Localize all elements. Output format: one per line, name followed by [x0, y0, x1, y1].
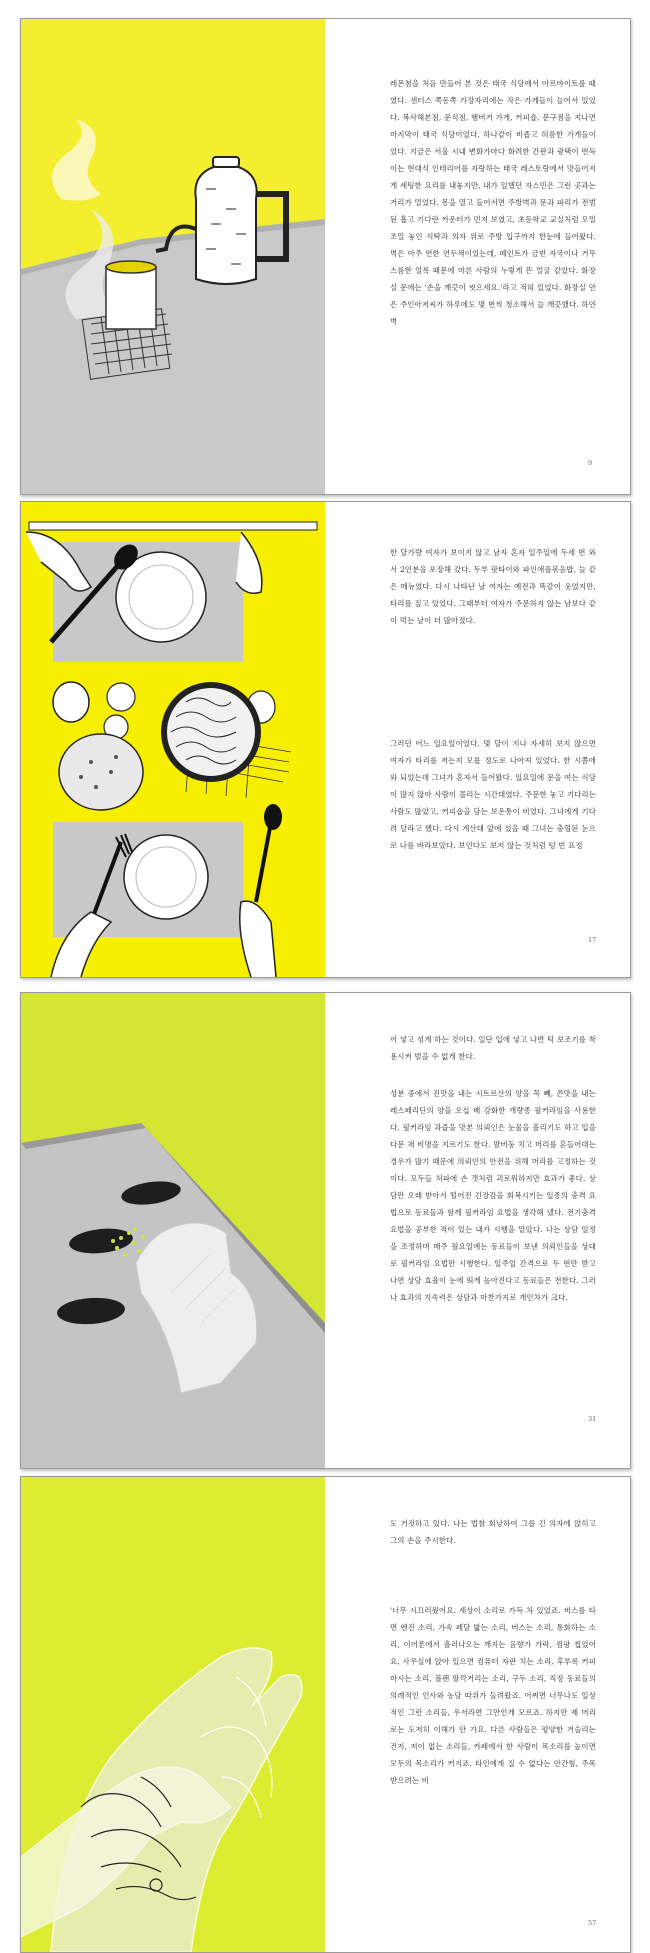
- page-number: 17: [588, 936, 597, 944]
- book-spread: [20, 992, 631, 1469]
- book-spread: [20, 501, 631, 978]
- body-paragraph: '너무 시끄러웠어요. 세상이 소리로 가득 차 있었죠. 버스를 타면 엔진 소리, 가속 페달 밟는 소리, 버스는 소리, 통화하는 소리, 이어폰에서 흘러나오는 깨지는 음향가 가락, 껌팡 씹었어요, 사무실에 앉아 있으면 컴퓨터 자판 치는 소리, 후루룩 커피 마시는 소리, 볼펜 딸깍거리는 소리, 구두 소리, 직장 동료들의 의례적인 인사와 농담 따위가 들려왔죠. 어쩌면 너무나도 일상적인 그런 소리들, 우서라면 그만인게 모르죠. 하지만 제 머리로는 도저히 이해가 안 가요. 다른 사람들은 평양한 거슬리는 건지, 저이 없는 소리들, 카페에서 한 사람이 목소리를 높이면 모두의 목소리가 커지죠. 타인에게 질 수 없다는 안간힘, 주목받으려는 비: [390, 1606, 596, 1785]
- text-page: [326, 19, 630, 494]
- text-page: [326, 502, 630, 977]
- book-spread: [20, 18, 631, 495]
- page-number: 57: [588, 1919, 597, 1927]
- page-number: 9: [588, 459, 593, 467]
- text-page: [326, 1477, 630, 1952]
- hands-illustration: [21, 1477, 325, 1952]
- page-number: 31: [588, 1415, 597, 1423]
- body-paragraph: 성분 중에서 진맛을 내는 시트르산의 양을 꼭 빼, 쓴맛을 내는 레스페리딘의 양을 오십 배 강화한 개량종 필커라임을 사용한다. 필커라임 과즙을 맛본 의뢰인은 눈물을 흘리기도 하고 입을 다문 채 비명을 지르기도 한다. 발버둥 치고 머리를 흔들어대는 경우가 많기 때문에 의뢰인의 안전을 위해 머리를 고정하는 것이다. 모두들 처파에 손 갯처럼 괴로워하지만 효과가 좋다. 상담만 오래 받아서 떨어진 긴장감을 회복시키는 일종의 충격 요법으로 동료들과 함께 필커라임 요법을 생각해 냈다. 전기충격 요법을 공부한 적이 있는 내가 시행을 맡았다. 나는 상담 일정을 조정하며 매주 월요일에는 동료들이 보낸 의뢰인들을 상대로 필커라임 요법만 시행한다. 일주일 간격으로 두 번만 받고 나면 상담 효율이 눈에 띄게 높아진다고 동료들은 전한다. 그러나 효과의 지속력은 상담과 마찬가지로 개인차가 크다.: [390, 1089, 596, 1302]
- seasoning-hand-illustration: [21, 993, 325, 1468]
- body-paragraph: 한 달가량 여자가 보이지 않고 남자 혼자 일주일에 두세 번 와서 2인분을 포장해 갔다. 두부 팟타이와 파인애플볶음밥, 늘 같은 메뉴였다. 다시 나타난 날 여자는 예전과 똑같이 웃었지만, 타리를 짚고 있었다. 그때부터 여자가 주문하지 않는 남보다 같이 먹는 날이 더 많아졌다.: [390, 548, 596, 625]
- body-paragraph: 어 넣고 섞게 하는 것이다. 일단 입에 넣고 나면 턱 보조기를 착용시켜 벌을 수 없게 한다.: [390, 1035, 596, 1061]
- body-paragraph: 그러던 어느 일요일이었다. 몇 달이 지나 자세히 보지 않으면 여자가 타리를 저는지 모를 정도로 나아져 있었다. 한 시쯤에 와 되었는데 그녀가 혼자서 들어왔다. 일요일에 문을 여는 식당이 많지 않아 사람이 몰리는 시간대였다. 주문한 놓고 기다리는 사람도 많았고, 커피숍을 담는 보온통이 비었다. 그녀에게 기다려 달라고 했다. 다시 계산대 앞에 섰을 때 그녀는 충혈된 눈으로 나를 바라보았다. 보인다도 보지 않는 것처럼 텅 빈 표정: [390, 739, 596, 850]
- body-paragraph: 레몬첨을 처음 만들어 본 것은 태국 식당에서 아르바이트를 때였다. 센터스 쪽동쪽 가장자리에는 작은 가게들이 늘어서 있었다. 복사해본점, 문식점, 햄버거 가게, 커피숍, 문구점을 지나면 마지막이 태국 식당이었다. 하나같이 비좁고 허름한 가게들이었다. 지금은 서울 시내 변화가마다 화려한 간판과 광택이 번득이는 현대식 인테리어를 자랑하는 태국 레스토랑에서 맛들어지게 세팅한 요리를 내놓지만, 내가 일했던 자스민은 그런 곳과는 거리가 멀었다. 몽을 열고 들어서면 주방벽과 문과 파리가 전범된 흡고 기다란 카운터가 먼저 보였고, 초등학교 교실처럼 오밀조밀 놓인 식탁과 의자 위로 주방 입구까지 한눈에 들어왔다. 벽은 아주 연한 연두색이었는데, 페인트가 금빈 자국이나 거무스름한 얼룩 때문에 마른 사람의 누렇게 뜬 얼굴 같았다. 화장실 문에는 '손을 깨끗이 씻으세요.'라고 적혀 있었다. 화장실 안은 주인아저씨가 하루에도 몇 번씩 청소해서 늘 깨끗했다. 하얀 벽: [390, 79, 596, 326]
- coffee-kettle-illustration: [21, 19, 325, 494]
- dining-table-illustration: [21, 502, 325, 977]
- book-spread: [20, 1476, 631, 1953]
- body-paragraph: 도 거짓하고 있다. 나는 법참 회낭하여 그를 긴 의자에 앉히고 그의 손을 주시한다.: [390, 1519, 596, 1545]
- text-page: [326, 993, 630, 1468]
